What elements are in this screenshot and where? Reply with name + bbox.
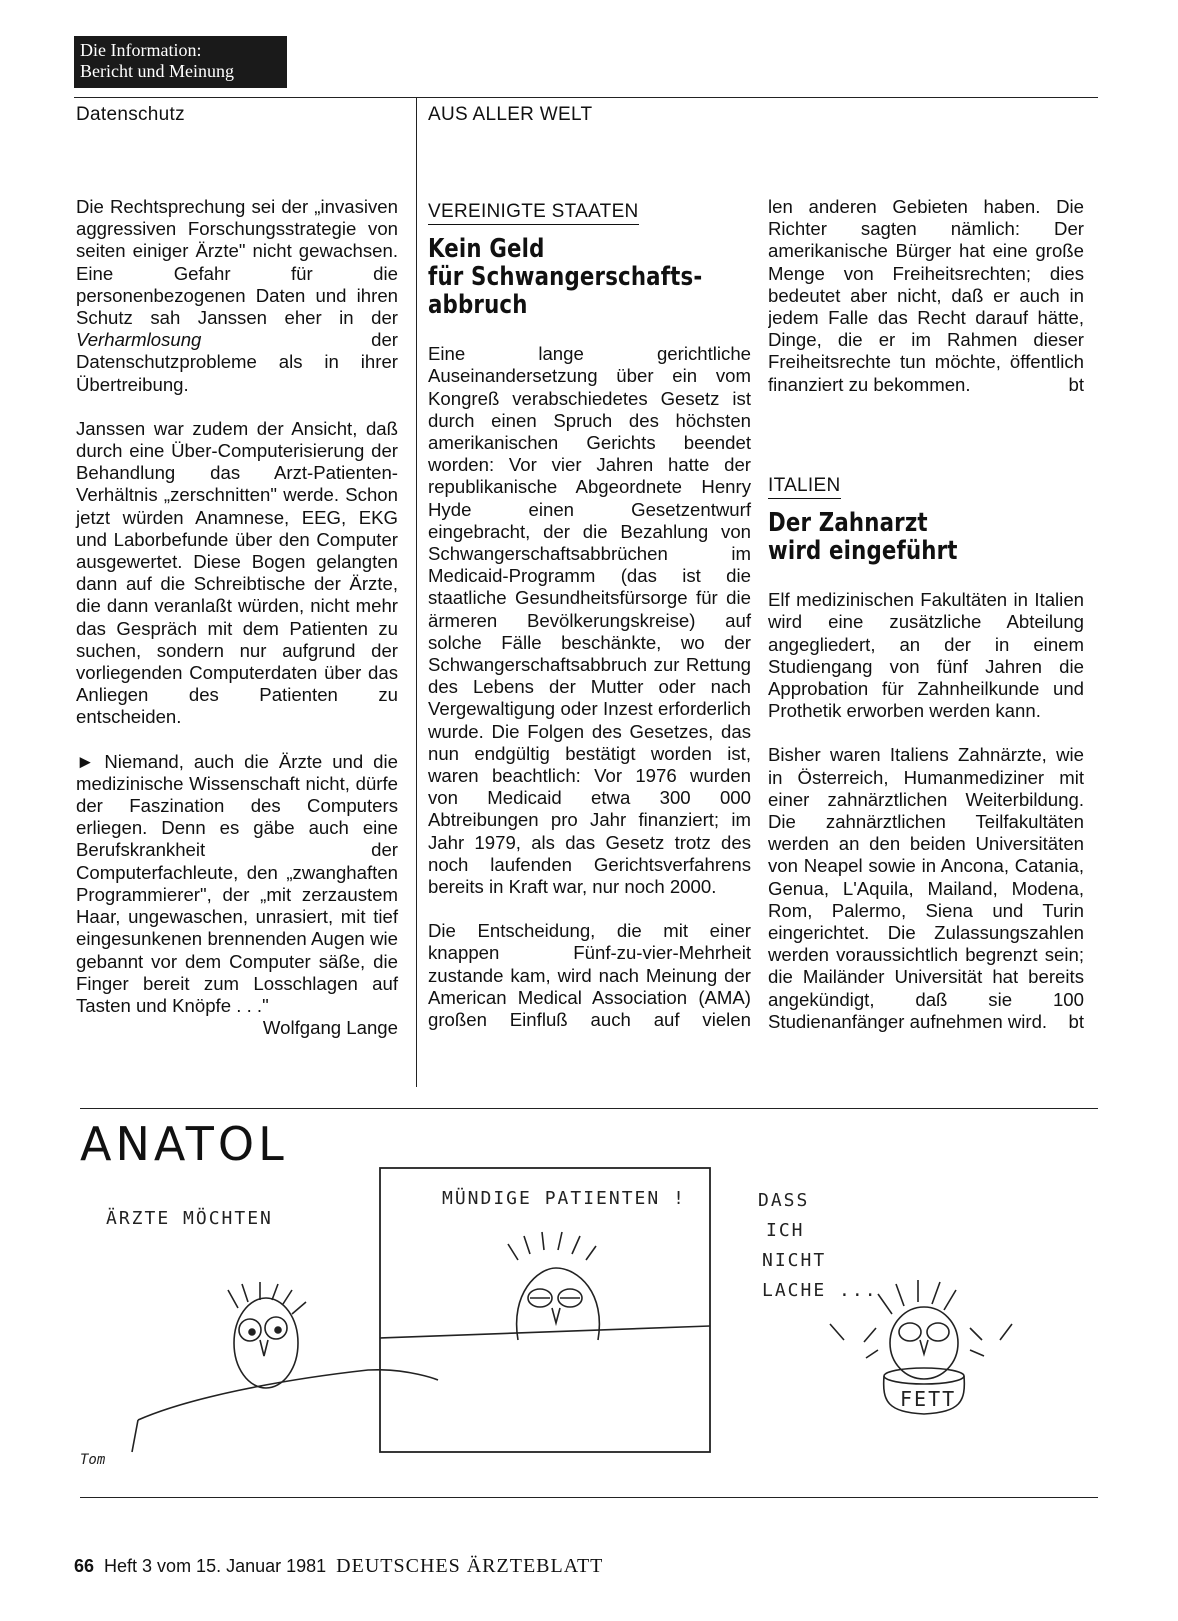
country-label: VEREINIGTE STAATEN [428,201,639,225]
section-badge [74,36,287,88]
badge-line-2: Bericht und Meinung [80,61,234,81]
issue-info: Heft 3 vom 15. Januar 1981 [104,1556,327,1576]
page-footer [74,1555,603,1578]
right-rubric: AUS ALLER WELT [428,104,593,125]
country-label: ITALIEN [768,475,841,499]
panel-3-line-4: LACHE ... [762,1280,878,1301]
left-column [76,196,398,1039]
usa-paragraph-2-continued: len anderen Gebieten haben. Die Richter sagten nämlich: Der amerikanische Bürger hat eine große Menge von Freiheitsrechten; dies bedeutet aber nicht, daß er auch in jedem Falle das Recht darauf hätte, Dinge, die er im Rahmen dieser Freiheitsrechte tun möchte, öffentlich finanziert zu bekommen. bt [768,196,1084,395]
left-paragraph-3: ► Niemand, auch die Ärzte und die medizinische Wissenschaft nicht, dürfe der Faszination des Computers erliegen. Denn es gäbe auch eine Berufskrankheit der Computerfachleute, den „zwanghaften Programmierer", der „mit zerzaustem Haar, ungewaschen, unrasiert, mit tief eingesunkenen brennenden Augen wie gebannt vor dem Computer säße, die Finger bereit zum Losschlagen auf Tasten und Knöpfe . . ." Wolfgang Lange [76,750,398,1039]
panel-1-caption: ÄRZTE MÖCHTEN [106,1208,273,1229]
owl-1-icon [132,1282,438,1452]
italy-paragraph-1: Elf medizinischen Fakultäten in Italien wird eine zusätzliche Abteilung angegliedert, an der in einem Studiengang von fünf Jahren die Approbation für Zahnheilkunde und Prothetik erworben werden kann. [768,589,1084,722]
top-rule [74,97,1098,98]
comic-bottom-rule [80,1497,1098,1498]
usa-paragraph-2: Die Entscheidung, die mit einer knappen Fünf-zu-vier-Mehrheit zustande kam, wird nach Meinung der American Medical Association (AMA) großen Einfluß auch auf vielen [428,920,751,1031]
badge-line-1: Die Information: [80,40,202,60]
comic-title: ANATOL [80,1118,288,1171]
panel-3-line-3: NICHT [762,1250,827,1271]
owl-2-icon [380,1232,710,1340]
left-paragraph-2: Janssen war zudem der Ansicht, daß durch eine Über-Computerisierung der Behandlung das Arzt-Patienten-Verhältnis „zerschnitten" werde. Schon jetzt würden Anamnese, EEG, EKG und Laborbefunde über den Computer ausgewertet. Diese Bogen gelangten dann auf die Schreibtische der Ärzte, die dann veranlaßt würden, nicht mehr das Gespräch mit dem Patienten zu suchen, sondern nur aufgrund der vorliegenden Computerdaten über das Anliegen des Patienten zu entscheiden. [76,417,398,728]
comic-top-rule [80,1108,1098,1109]
left-paragraph-1: Die Rechtsprechung sei der „invasiven aggressiven Forschungsstrategie von seiten einiger Ärzte" nicht gewachsen. Eine Gefahr für die personenbezogenen Daten und ihren Schutz sah Janssen eher in der Verharmlosung der Datenschutzprobleme als in ihrer Übertreibung. [76,196,398,395]
comic-credit [910,1487,1032,1488]
panel-3-line-1: DASS [758,1190,810,1211]
usa-article-column-1 [428,200,751,1030]
left-rubric: Datenschutz [76,104,185,125]
usa-paragraph-1: Eine lange gerichtliche Auseinandersetzung über ein vom Kongreß verabschiedetes Gesetz ist durch einen Spruch des höchsten amerikanischen Gerichts beendet worden: Vor vier Jahren hatte der republikanische Abgeordnete Henry Hyde einen Gesetzentwurf eingebracht, der die Bezahlung von Schwangerschaftsabbrüchen im Medicaid-Programm (das ist die staatliche Gesundheitsfürsorge für die ärmeren Bevölkerungskreise) auf solche Fälle beschänkte, wo der Schwangerschaftsabbruch zur Rettung des Lebens der Mutter oder nach Vergewaltigung oder Inzest erforderlich wurde. Die Folgen des Gesetzes, das nun endgültig bestätigt worden ist, waren beachtlich: Vor 1976 wurden von Medicaid etwa 300 000 Abtreibungen pro Jahr finanziert; im Jahr 1979, als das Gesetz trotz des noch laufenden Gerichtsverfahrens bereits in Kraft war, nur noch 2000. [428,343,751,898]
panel-2-frame [380,1168,710,1452]
italy-article [768,474,1084,1033]
anatol-comic-strip [78,1118,1098,1488]
emphasis: Verharmlosung [76,329,202,351]
triangle-marker-icon: ► [76,750,95,772]
usa-article-column-2 [768,196,1084,408]
article-headline: Kein Geld für Schwangerschafts- abbruch [428,234,703,321]
page-number: 66 [74,1556,95,1576]
author-signature: Wolfgang Lange [262,1017,398,1039]
usa-signature: bt [1068,373,1084,395]
article-headline: Der Zahnarzt wird eingeführt [768,508,958,567]
column-divider [416,97,417,1087]
italy-paragraph-2: Bisher waren Italiens Zahnärzte, wie in Österreich, Humanmediziner mit einer zahnärztlichen Weiterbildung. Die zahnärztlichen Teilfakultäten werden an den beiden Universitäten von Neapel sowie in Ancona, Catania, Genua, L'Aquila, Mailand, Modena, Rom, Palermo, Siena und Turin eingerichtet. Die Zulassungszahlen werden voraussichtlich begrenzt sein; die Mailänder Universität hat bereits angekündigt, daß sie 100 Studienanfänger aufnehmen wird. bt [768,744,1084,1032]
italy-signature: bt [1068,1010,1084,1032]
comic-signature: Tom [80,1452,106,1468]
magazine-name: DEUTSCHES ÄRZTEBLATT [336,1555,604,1577]
panel-3-line-2: ICH [766,1220,805,1241]
panel-2-caption: MÜNDIGE PATIENTEN ! [442,1188,686,1209]
bowl-label: FETT [900,1387,957,1411]
